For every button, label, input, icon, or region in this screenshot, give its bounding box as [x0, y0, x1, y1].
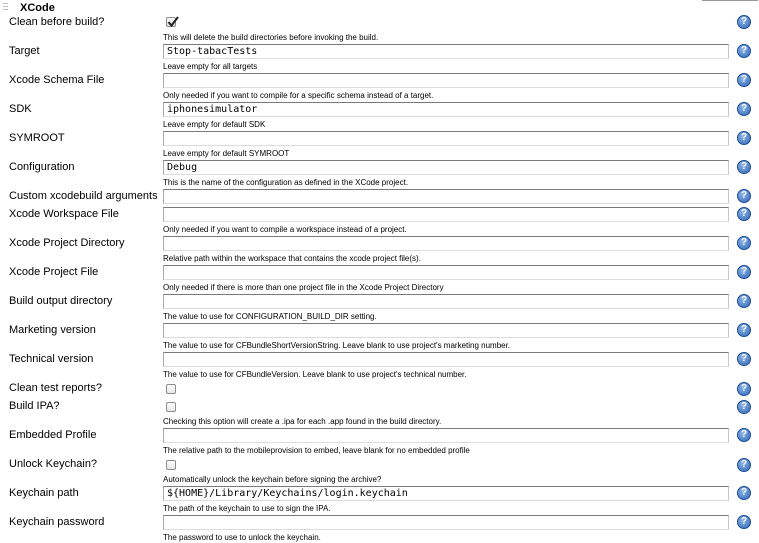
clean-before-build-description: This will delete the build directories before invoking the build. — [163, 33, 379, 42]
project-file-input[interactable] — [163, 265, 729, 280]
help-icon-custom-args[interactable]: ? — [737, 189, 751, 203]
unlock-keychain-description: Automatically unlock the keychain before signing the archive? — [163, 475, 382, 484]
sdk-input[interactable]: iphonesimulator — [163, 102, 729, 117]
symroot-description: Leave empty for default SYMROOT — [163, 149, 290, 158]
marketing-version-description: The value to use for CFBundleShortVersionString. Leave blank to use project's marketing number. — [163, 341, 511, 350]
schema-file-input[interactable] — [163, 73, 729, 88]
embedded-profile-label: Embedded Profile — [9, 429, 97, 441]
marketing-version-label: Marketing version — [9, 324, 96, 336]
workspace-file-input[interactable] — [163, 207, 729, 222]
symroot-label: SYMROOT — [9, 132, 65, 144]
project-file-description: Only needed if there is more than one project file in the Xcode Project Directory — [163, 283, 444, 292]
drag-handle-icon[interactable] — [3, 3, 8, 12]
clean-test-reports-checkbox[interactable] — [166, 384, 176, 394]
unlock-keychain-checkbox[interactable] — [166, 460, 176, 470]
help-icon-schema-file[interactable]: ? — [737, 73, 751, 87]
embedded-profile-description: The relative path to the mobileprovision to embed, leave blank for no embedded profile — [163, 446, 470, 455]
configuration-input[interactable]: Debug — [163, 160, 729, 175]
help-icon-workspace-file[interactable]: ? — [737, 207, 751, 221]
project-directory-label: Xcode Project Directory — [9, 237, 125, 249]
schema-file-label: Xcode Schema File — [9, 74, 105, 86]
technical-version-input[interactable] — [163, 352, 729, 367]
custom-args-label: Custom xcodebuild arguments — [9, 190, 158, 202]
technical-version-label: Technical version — [9, 353, 94, 365]
help-icon-marketing-version[interactable]: ? — [737, 323, 751, 337]
build-ipa-checkbox[interactable] — [166, 402, 176, 412]
build-output-description: The value to use for CONFIGURATION_BUILD_DIR setting. — [163, 312, 377, 321]
workspace-file-label: Xcode Workspace File — [9, 208, 119, 220]
section-title: XCode — [20, 2, 55, 14]
project-directory-description: Relative path within the workspace that contains the xcode project file(s). — [163, 254, 421, 263]
build-output-input[interactable] — [163, 294, 729, 309]
help-icon-unlock-keychain[interactable]: ? — [737, 458, 751, 472]
keychain-password-input[interactable] — [163, 515, 729, 530]
help-icon-sdk[interactable]: ? — [737, 102, 751, 116]
keychain-password-description: The password to use to unlock the keychain. — [163, 533, 321, 542]
build-ipa-label: Build IPA? — [9, 400, 60, 412]
marketing-version-input[interactable] — [163, 323, 729, 338]
help-icon-project-file[interactable]: ? — [737, 265, 751, 279]
help-icon-symroot[interactable]: ? — [737, 131, 751, 145]
help-icon-clean-test-reports[interactable]: ? — [737, 382, 751, 396]
keychain-path-label: Keychain path — [9, 487, 79, 499]
help-icon-technical-version[interactable]: ? — [737, 352, 751, 366]
sdk-label: SDK — [9, 103, 32, 115]
help-icon-configuration[interactable]: ? — [737, 160, 751, 174]
help-icon-build-ipa[interactable]: ? — [737, 400, 751, 414]
help-icon-clean-before-build[interactable]: ? — [737, 15, 751, 29]
clean-test-reports-label: Clean test reports? — [9, 382, 102, 394]
build-output-label: Build output directory — [9, 295, 113, 307]
help-icon-target[interactable]: ? — [737, 44, 751, 58]
schema-file-description: Only needed if you want to compile for a specific schema instead of a target. — [163, 91, 434, 100]
project-file-label: Xcode Project File — [9, 266, 99, 278]
help-icon-embedded-profile[interactable]: ? — [737, 428, 751, 442]
symroot-input[interactable] — [163, 131, 729, 146]
workspace-file-description: Only needed if you want to compile a workspace instead of a project. — [163, 225, 407, 234]
build-ipa-description: Checking this option will create a .ipa for each .app found in the build directory. — [163, 417, 442, 426]
target-input[interactable]: Stop-tabacTests — [163, 44, 729, 59]
help-icon-build-output[interactable]: ? — [737, 294, 751, 308]
keychain-path-description: The path of the keychain to use to sign the IPA. — [163, 504, 331, 513]
checkmark-icon — [167, 16, 179, 28]
custom-args-input[interactable] — [163, 189, 729, 204]
target-label: Target — [9, 45, 40, 57]
sdk-description: Leave empty for default SDK — [163, 120, 266, 129]
technical-version-description: The value to use for CFBundleVersion. Leave blank to use project's technical number. — [163, 370, 467, 379]
embedded-profile-input[interactable] — [163, 428, 729, 443]
clean-before-build-label: Clean before build? — [9, 16, 105, 28]
unlock-keychain-label: Unlock Keychain? — [9, 458, 98, 470]
keychain-path-input[interactable]: ${HOME}/Library/Keychains/login.keychain — [163, 486, 729, 501]
configuration-label: Configuration — [9, 161, 75, 173]
project-directory-input[interactable] — [163, 236, 729, 251]
help-icon-keychain-password[interactable]: ? — [737, 515, 751, 529]
clean-before-build-checkbox[interactable] — [166, 17, 176, 27]
top-divider — [702, 0, 758, 1]
keychain-password-label: Keychain password — [9, 516, 105, 528]
configuration-description: This is the name of the configuration as defined in the XCode project. — [163, 178, 409, 187]
help-icon-keychain-path[interactable]: ? — [737, 486, 751, 500]
help-icon-project-directory[interactable]: ? — [737, 236, 751, 250]
target-description: Leave empty for all targets — [163, 62, 258, 71]
